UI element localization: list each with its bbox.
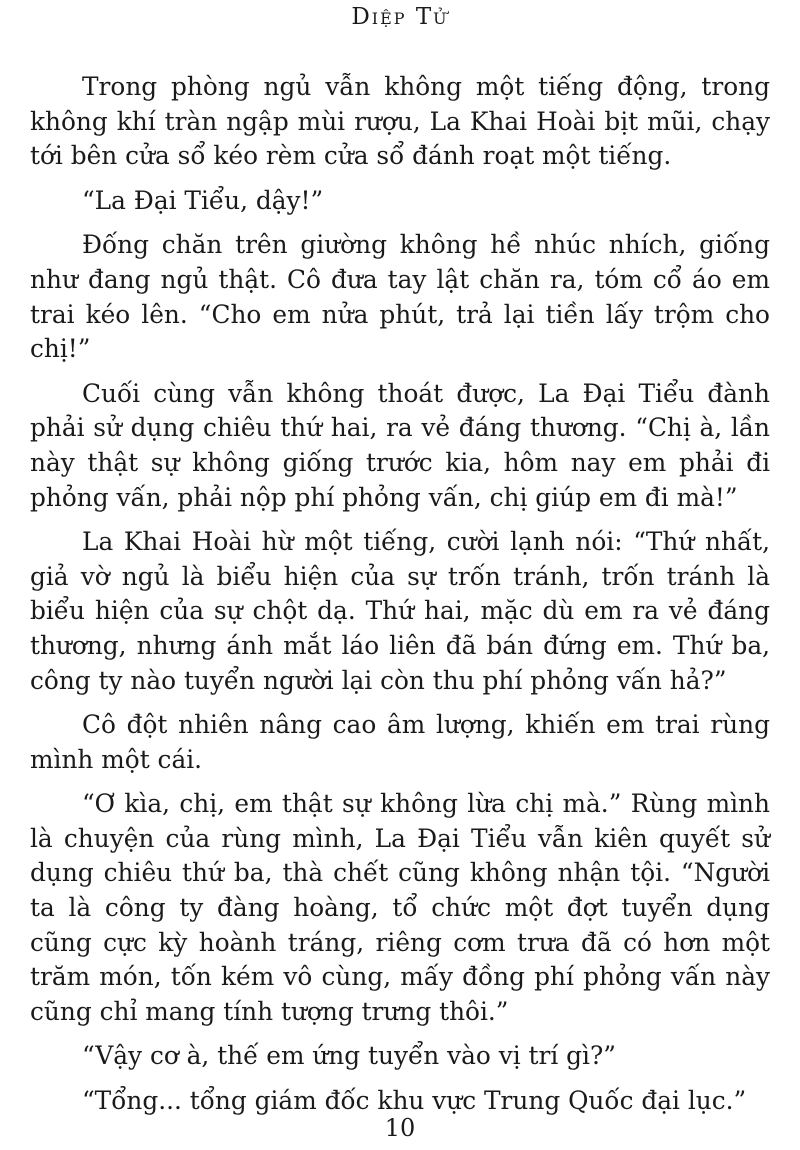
paragraph: Đống chăn trên giường không hề nhúc nhích, giống như đang ngủ thật. Cô đưa tay lật chăn ra, tóm cổ áo em trai kéo lên. “Cho em nửa phút, trả lại tiền lấy trộm cho chị!” (30, 230, 770, 364)
paragraph: “Ơ kìa, chị, em thật sự không lừa chị mà.” Rùng mình là chuyện của rùng mình, La Đại Tiểu vẫn kiên quyết sử dụng chiêu thứ ba, thà chết cũng không nhận tội. “Người ta là công ty đàng hoàng, tổ chức một đợt tuyển dụng cũng cực kỳ hoành tráng, riêng cơm trưa đã có hơn một trăm món, tốn kém vô cùng, mấy đồng phí phỏng vấn này cũng chỉ mang tính tượng trưng thôi.” (30, 789, 770, 1026)
running-header: Diệp Tử (351, 4, 449, 30)
text-body (30, 70, 770, 1129)
paragraph: Trong phòng ngủ vẫn không một tiếng động, trong không khí tràn ngập mùi rượu, La Khai Hoài bịt mũi, chạy tới bên cửa sổ kéo rèm cửa sổ đánh roạt một tiếng. (30, 72, 770, 171)
paragraph: Cuối cùng vẫn không thoát được, La Đại Tiểu đành phải sử dụng chiêu thứ hai, ra vẻ đáng thương. “Chị à, lần này thật sự không giống trước kia, hôm nay em phải đi phỏng vấn, phải nộp phí phỏng vấn, chị giúp em đi mà!” (30, 378, 770, 512)
paragraph: “La Đại Tiểu, dậy!” (82, 185, 324, 215)
paragraph: Cô đột nhiên nâng cao âm lượng, khiến em trai rùng mình một cái. (30, 710, 770, 774)
paragraph: “Tổng... tổng giám đốc khu vực Trung Quốc đại lục.” (82, 1086, 747, 1116)
paragraph: La Khai Hoài hừ một tiếng, cười lạnh nói: “Thứ nhất, giả vờ ngủ là biểu hiện của sự trốn tránh, trốn tránh là biểu hiện của sự chột dạ. Thứ hai, mặc dù em ra vẻ đáng thương, nhưng ánh mắt láo liên đã bán đứng em. Thứ ba, công ty nào tuyển người lại còn thu phí phỏng vấn hả?” (30, 527, 770, 695)
paragraph: “Vậy cơ à, thế em ứng tuyển vào vị trí gì?” (82, 1041, 616, 1071)
page-number: 10 (384, 1114, 416, 1142)
